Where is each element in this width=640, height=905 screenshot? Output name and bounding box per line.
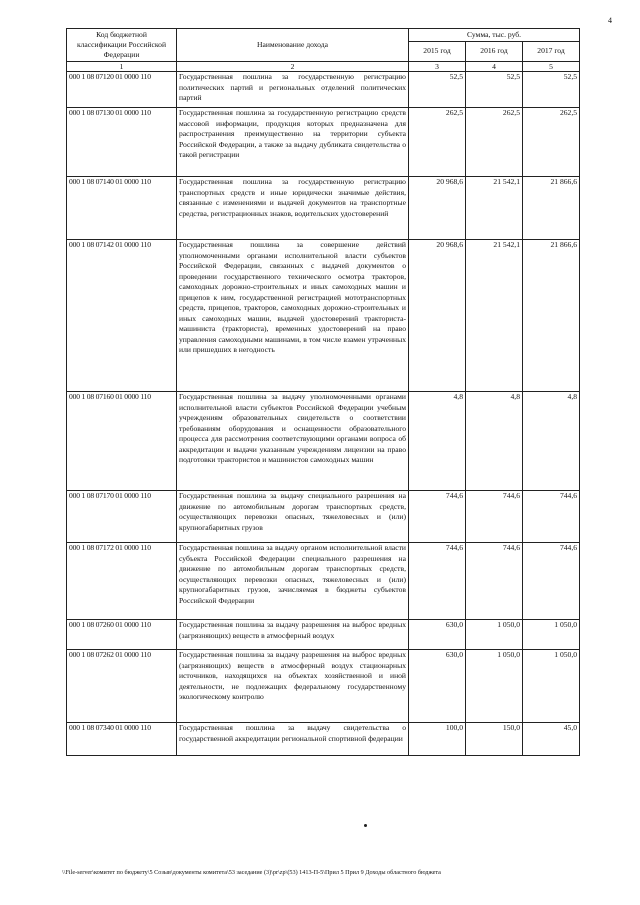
revenue-table [66, 28, 580, 756]
row-value-2016: 4,8 [466, 392, 523, 491]
year-header-2015: 2015 год [409, 42, 466, 62]
row-value-2015: 630,0 [409, 650, 466, 723]
row-value-2015: 20 968,6 [409, 240, 466, 392]
column-number: 5 [523, 62, 580, 72]
table-row [67, 491, 580, 543]
row-name: Государственная пошлина за выдачу органом исполнительной власти субъекта Российской Федерации специального разрешения на движение по автомобильным дорогам транспортных средств, осуществляющих перевозки опасных, тяжеловесных и (или) крупногабаритных грузов, зачисляемая в бюджеты субъектов Российской Федерации [177, 543, 409, 620]
row-value-2016: 52,5 [466, 72, 523, 108]
row-name: Государственная пошлина за выдачу разрешения на выброс вредных (загрязняющих) веществ в атмосферный воздух стационарных источников, находящихся на объектах хозяйственной и иной деятельности, не подлежащих федеральному государственному экологическому контролю [177, 650, 409, 723]
table-row [67, 723, 580, 756]
row-value-2016: 21 542,1 [466, 240, 523, 392]
row-value-2017: 262,5 [523, 108, 580, 177]
table-row [67, 108, 580, 177]
table-row [67, 620, 580, 650]
column-numbers-row [67, 62, 580, 72]
row-value-2016: 150,0 [466, 723, 523, 756]
column-number: 2 [177, 62, 409, 72]
row-value-2015: 20 968,6 [409, 177, 466, 240]
row-code: 000 1 08 07172 01 0000 110 [67, 543, 177, 620]
code-column-header: Код бюджетной классификации Российской Федерации [67, 29, 177, 62]
row-value-2016: 744,6 [466, 491, 523, 543]
row-value-2017: 52,5 [523, 72, 580, 108]
row-name: Государственная пошлина за выдачу уполномоченными органами исполнительной власти субъектов Российской Федерации учебным учреждениям образовательных свидетельств о соответствии требованиям оборудования и оснащенности образовательного процесса для рассмотрения соответствующими органами вопроса об аккредитации и выдачи указанным учреждениям лицензии на право подготовки трактористов и машинистов самоходных машин [177, 392, 409, 491]
row-code: 000 1 08 07160 01 0000 110 [67, 392, 177, 491]
row-value-2015: 630,0 [409, 620, 466, 650]
row-value-2017: 45,0 [523, 723, 580, 756]
row-code: 000 1 08 07130 01 0000 110 [67, 108, 177, 177]
row-value-2017: 21 866,6 [523, 240, 580, 392]
table-row [67, 240, 580, 392]
row-value-2017: 744,6 [523, 543, 580, 620]
row-name: Государственная пошлина за государственную регистрацию политических партий и региональных отделений политических партий [177, 72, 409, 108]
row-name: Государственная пошлина за выдачу разрешения на выброс вредных (загрязняющих) веществ в атмосферный воздух [177, 620, 409, 650]
row-code: 000 1 08 07170 01 0000 110 [67, 491, 177, 543]
row-value-2015: 262,5 [409, 108, 466, 177]
row-name: Государственная пошлина за выдачу специального разрешения на движение по автомобильным дорогам транспортных средств, осуществляющих перевозки опасных, тяжеловесных и (или) крупногабаритных грузов [177, 491, 409, 543]
row-name: Государственная пошлина за государственную регистрацию транспортных средств и иные юридически значимые действия, связанные с изменениями и выдачей документов на транспортные средства, регистрационных знаков, водительских удостоверений [177, 177, 409, 240]
row-value-2015: 52,5 [409, 72, 466, 108]
row-value-2016: 21 542,1 [466, 177, 523, 240]
row-value-2015: 4,8 [409, 392, 466, 491]
row-value-2016: 1 050,0 [466, 620, 523, 650]
table-row [67, 650, 580, 723]
table-row [67, 72, 580, 108]
row-value-2015: 100,0 [409, 723, 466, 756]
row-code: 000 1 08 07260 01 0000 110 [67, 620, 177, 650]
row-code: 000 1 08 07140 01 0000 110 [67, 177, 177, 240]
row-code: 000 1 08 07120 01 0000 110 [67, 72, 177, 108]
column-number: 3 [409, 62, 466, 72]
name-column-header: Наименование дохода [177, 29, 409, 62]
row-value-2015: 744,6 [409, 491, 466, 543]
table-row [67, 177, 580, 240]
row-code: 000 1 08 07142 01 0000 110 [67, 240, 177, 392]
row-value-2017: 1 050,0 [523, 650, 580, 723]
row-value-2017: 21 866,6 [523, 177, 580, 240]
row-value-2015: 744,6 [409, 543, 466, 620]
row-value-2017: 4,8 [523, 392, 580, 491]
row-name: Государственная пошлина за совершение действий уполномоченными органами исполнительной власти субъектов Российской Федерации, связанных с выдачей документов о проведении государственного технического осмотра тракторов, самоходных дорожно-строительных и иных самоходных машин и прицепов к ним, государственной регистрацией мототранспортных средств, прицепов, тракторов, самоходных дорожно-строительных и иных самоходных машин, выдачей удостоверений тракториста-машиниста (тракториста), временных удостоверений на право управления самоходными машинами, в том числе взамен утраченных или пришедших в негодность [177, 240, 409, 392]
year-header-2017: 2017 год [523, 42, 580, 62]
row-code: 000 1 08 07262 01 0000 110 [67, 650, 177, 723]
page-number: 4 [608, 16, 612, 25]
column-number: 1 [67, 62, 177, 72]
row-code: 000 1 08 07340 01 0000 110 [67, 723, 177, 756]
row-value-2016: 744,6 [466, 543, 523, 620]
column-number: 4 [466, 62, 523, 72]
row-value-2016: 1 050,0 [466, 650, 523, 723]
stray-dot [364, 824, 367, 827]
row-value-2016: 262,5 [466, 108, 523, 177]
row-name: Государственная пошлина за государственную регистрацию средств массовой информации, продукция которых предназначена для распространения преимущественно на территории субъекта Российской Федерации, а также за выдачу дубликата свидетельства о такой регистрации [177, 108, 409, 177]
table-row [67, 392, 580, 491]
sum-column-header: Сумма, тыс. руб. [409, 29, 580, 42]
footer-file-path: \\File-server\комитет по бюджету\5 Созыв\документы комитета\53 заседание (3)\pr\zp\(53) 1413-П-5\Прил 5 Прил 9 Доходы областного бюджета [62, 869, 441, 876]
year-header-2016: 2016 год [466, 42, 523, 62]
row-value-2017: 744,6 [523, 491, 580, 543]
table-row [67, 543, 580, 620]
row-name: Государственная пошлина за выдачу свидетельства о государственной аккредитации региональной спортивной федерации [177, 723, 409, 756]
row-value-2017: 1 050,0 [523, 620, 580, 650]
